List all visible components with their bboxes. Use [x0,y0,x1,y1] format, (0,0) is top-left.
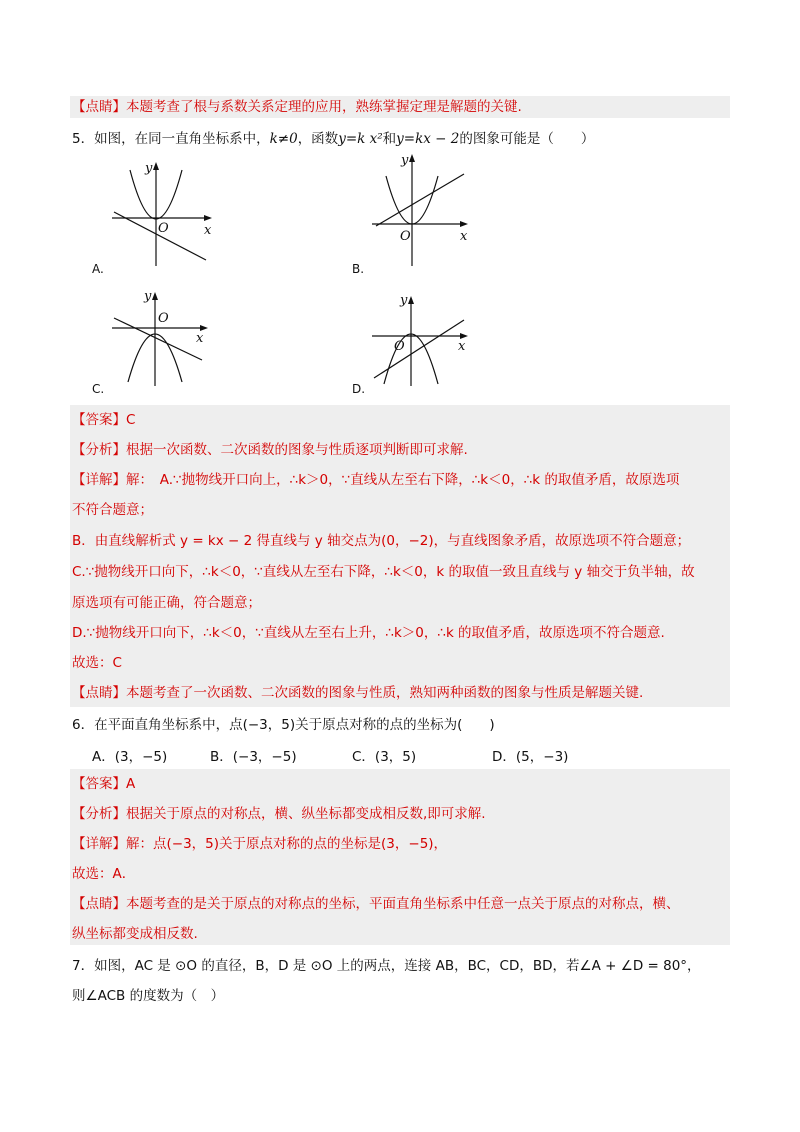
q5-tip [72,683,728,703]
detail-text: 解：点(−3，5)关于原点对称的点的坐标是(3，−5)， [126,836,448,852]
q5-k-ne-0: k≠0 [269,131,298,147]
detail-text: 解： A.∵抛物线开口向上，∴k＞0，∵直线从左至右下降，∴k＜0，∴k 的取值矛盾，故原选项 [126,472,680,488]
q6-option-d: D．(5，−3) [492,749,569,765]
analysis-tag: 【分析】 [72,442,126,458]
graph-a [108,158,228,268]
q5-detail-line7: 故选：C [72,655,122,671]
graph-b-label-y: y [401,153,409,168]
q7-line1: 7．如图，AC 是 ⊙O 的直径，B，D 是 ⊙O 上的两点，连接 AB，BC，CD，BD，若∠A + ∠D = 80°， [72,958,701,974]
graph-d-line [374,320,464,378]
graph-c-label-x: x [196,331,204,346]
answer-text: A [126,776,136,792]
q5-and: 和 [382,131,397,147]
q6-option-c: C．(3，5) [352,749,417,765]
q5-detail-line2: 不符合题意； [72,502,153,518]
graph-c [108,288,218,388]
graph-d-origin: O [394,339,405,354]
q5-analysis [72,440,728,460]
tip-tag: 【点睛】 [72,685,126,701]
graph-a-label-x: x [204,223,212,238]
q5-stem-a: 5．如图，在同一直角坐标系中， [72,131,270,147]
analysis-text: 根据一次函数、二次函数的图象与性质逐项判断即可求解. [126,442,468,458]
graph-a-origin: O [158,221,169,236]
tip-tag: 【点睛】 [72,99,126,115]
analysis-text: 根据关于原点的对称点，横、纵坐标都变成相反数,即可求解. [126,806,486,822]
q5-detail-line6: D.∵抛物线开口向下，∴k＜0，∵直线从左至右上升，∴k＞0，∴k 的取值矛盾，故原选项不符合题意. [72,625,665,641]
detail-tag: 【详解】 [72,836,126,852]
q6-option-a: A．(3，−5) [92,749,168,765]
graph-d [368,292,478,388]
graph-c-label-y: y [144,289,152,304]
q6-detail-line2: 故选：A． [72,866,136,882]
graph-b-origin: O [400,229,411,244]
tip-text: 本题考查了一次函数、二次函数的图象与性质，熟知两种函数的图象与性质是解题关键. [126,685,644,701]
q7-line2: 则∠ACB 的度数为（ ） [72,988,225,1004]
q5-detail-line4: C.∵抛物线开口向下，∴k＜0，∵直线从左至右下降，∴k＜0，k 的取值一致且直线与 y 轴交于负半轴，故 [72,564,695,580]
graph-b-label-x: x [460,229,468,244]
q5-detail-line3: B．由直线解析式 y = kx − 2 得直线与 y 轴交点为(0，−2)，与直线图象矛盾，故原选项不符合题意； [72,533,691,549]
answer-text: C [126,412,136,428]
q5-f1: y=k x² [338,131,383,147]
q5-f2: y=kx − 2 [396,131,460,147]
answer-tag: 【答案】 [72,412,126,428]
q5-option-a: A. [92,262,104,276]
tip-prev [72,97,728,117]
q6-option-b: B．(−3，−5) [210,749,297,765]
detail-tag: 【详解】 [72,472,126,488]
graph-c-origin: O [158,311,169,326]
q5-stem-b: ，函数 [297,131,339,147]
q6-tip-line2: 纵坐标都变成相反数. [72,926,198,942]
q5-detail-line1 [72,470,728,490]
analysis-tag: 【分析】 [72,806,126,822]
graph-d-label-x: x [458,339,466,354]
q6-answer [72,774,728,794]
q5-stem [72,129,728,149]
graph-a-line [114,212,206,260]
answer-tag: 【答案】 [72,776,126,792]
tip-text: 本题考查的是关于原点的对称点的坐标，平面直角坐标系中任意一点关于原点的对称点，横、 [126,896,680,912]
q5-option-c: C. [92,382,105,396]
q6-tip [72,894,728,914]
q6-detail [72,834,728,854]
q5-option-b: B. [352,262,365,276]
graph-b [368,150,478,268]
tip-text: 本题考查了根与系数关系定理的应用，熟练掌握定理是解题的关键. [126,99,522,115]
q5-answer [72,410,728,430]
graph-d-label-y: y [400,293,408,308]
q5-option-d: D. [352,382,366,396]
graph-a-label-y: y [145,161,153,176]
q6-analysis [72,804,728,824]
q6-stem: 6．在平面直角坐标系中，点(−3，5)关于原点对称的点的坐标为( ) [72,717,495,733]
q6-solution-box [70,769,730,945]
q5-stem-c: 的图象可能是（ ） [459,131,595,147]
graph-b-line [376,174,464,226]
tip-tag: 【点睛】 [72,896,126,912]
q5-detail-line5: 原选项有可能正确，符合题意； [72,595,261,611]
